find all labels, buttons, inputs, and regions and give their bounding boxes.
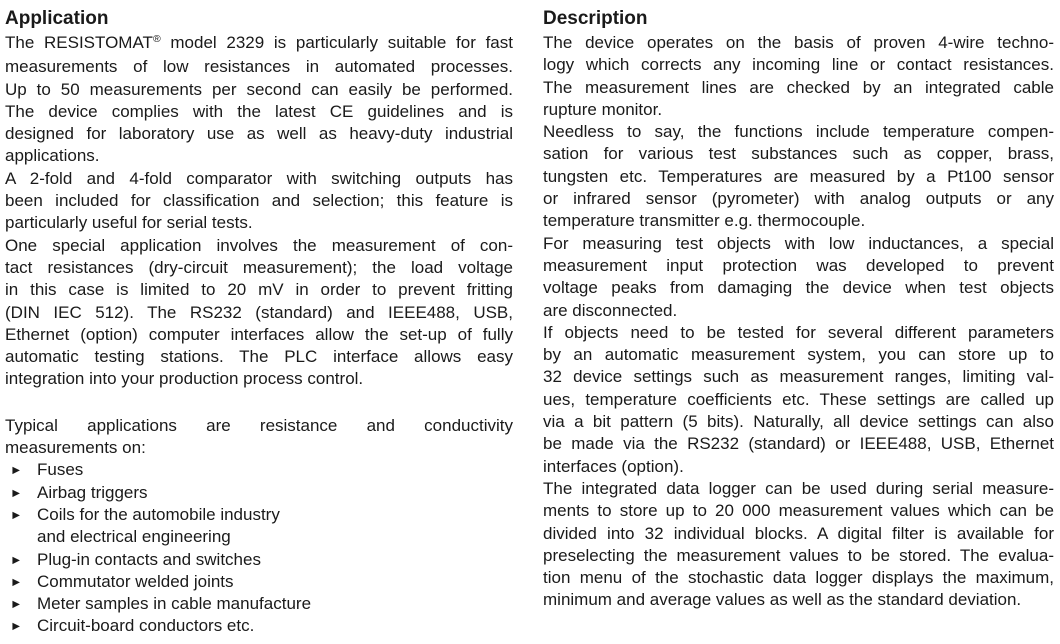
text-line: The integrated data logger can be used during serial measure- xyxy=(543,478,1054,498)
text-line: in this case is limited to 20 mV in order to prevent fritting xyxy=(5,280,513,300)
application-column xyxy=(5,6,513,638)
bullet-item-text: Commutator welded joints xyxy=(37,571,234,591)
text-line: sation for various test substances such as copper, brass, xyxy=(543,144,1054,164)
text-line: applications. xyxy=(5,146,100,166)
bullet-triangle-icon: ► xyxy=(10,552,23,567)
text-line: For measuring test objects with low inductances, a special xyxy=(543,233,1054,253)
bullet-list-item xyxy=(5,482,513,504)
text-line: integration into your production process control. xyxy=(5,369,364,389)
text-line: are disconnected. xyxy=(543,300,678,320)
text-line: by an automatic measurement system, you can store up to xyxy=(543,345,1054,365)
text-line: or infrared sensor (pyrometer) with analog outputs or any xyxy=(543,189,1054,209)
text-line: rupture monitor. xyxy=(543,99,663,119)
text-line: The RESISTOMAT® model 2329 is particularly suitable for fast xyxy=(5,33,513,52)
bullet-triangle-icon: ► xyxy=(10,574,23,589)
bullet-item-text: Fuses xyxy=(37,460,84,480)
text-line: interfaces (option). xyxy=(543,456,684,476)
bullet-triangle-icon: ► xyxy=(10,597,23,612)
text-line: Needless to say, the functions include temperature compen- xyxy=(543,122,1054,142)
text-line: One special application involves the measurement of con- xyxy=(5,235,513,255)
description-heading: Description xyxy=(543,8,648,29)
text-line: automatic testing stations. The PLC interface allows easy xyxy=(5,347,513,367)
bullet-triangle-icon: ► xyxy=(10,619,23,634)
text-line: be made via the RS232 (standard) or IEEE488, USB, Ethernet xyxy=(543,434,1054,454)
bullet-list-item xyxy=(5,549,513,571)
text-line: particularly useful for serial tests. xyxy=(5,213,253,233)
bullet-item-text: Coils for the automobile industry xyxy=(37,504,280,524)
text-line: measurements of low resistances in automated processes. xyxy=(5,57,513,77)
text-line: designed for laboratory use as well as heavy-duty industrial xyxy=(5,124,513,144)
column-gap xyxy=(513,6,543,638)
text-line: measurement input protection was developed to prevent xyxy=(543,255,1054,275)
text-line: divided into 32 individual blocks. A digital filter is available for xyxy=(543,523,1054,543)
text-line: The device operates on the basis of proven 4-wire techno- xyxy=(543,33,1054,52)
text-line: Typical applications are resistance and conductivity xyxy=(5,415,513,435)
text-line: via a bit pattern (5 bits). Naturally, all device settings can also xyxy=(543,412,1054,432)
paragraph-spacer xyxy=(5,391,513,415)
bullet-list-item xyxy=(5,504,513,526)
registered-trademark-mark: ® xyxy=(152,33,161,45)
text-line: If objects need to be tested for several different parameters xyxy=(543,322,1054,342)
text-line: tact resistances (dry-circuit measurement); the load voltage xyxy=(5,257,513,277)
bullet-list-item xyxy=(5,615,513,637)
column-body xyxy=(5,32,513,638)
text-line: ments to store up to 20 000 measurement values which can be xyxy=(543,501,1054,521)
column-body xyxy=(543,32,1054,612)
bullet-item-text: Airbag triggers xyxy=(37,482,148,502)
text-line: Up to 50 measurements per second can easily be performed. xyxy=(5,79,513,99)
bullet-item-text: and electrical engineering xyxy=(37,527,231,547)
text-line: tion menu of the stochastic data logger displays the maximum, xyxy=(543,568,1054,588)
bullet-indent xyxy=(5,526,37,548)
text-line: preselecting the measurement values to be stored. The evalua- xyxy=(543,545,1054,565)
text-line: minimum and average values as well as the standard deviation. xyxy=(543,590,1022,610)
text-line: been included for classification and selection; this feature is xyxy=(5,191,513,211)
text-line: measurements on: xyxy=(5,438,146,458)
text-line: voltage peaks from damaging the device when test objects xyxy=(543,278,1054,298)
bullet-list-item xyxy=(5,593,513,615)
bullet-triangle-icon: ► xyxy=(10,507,23,522)
bullet-triangle-icon: ► xyxy=(10,463,23,478)
text-line: The device complies with the latest CE guidelines and is xyxy=(5,101,513,121)
text-line: The measurement lines are checked by an integrated cable xyxy=(543,77,1054,97)
text-line: temperature transmitter e.g. thermocouple. xyxy=(543,211,866,231)
bullet-list-item xyxy=(5,571,513,593)
bullet-list-item xyxy=(5,459,513,481)
bullet-item-text: Plug-in contacts and switches xyxy=(37,549,261,569)
description-column xyxy=(543,6,1054,638)
text-line: A 2-fold and 4-fold comparator with switching outputs has xyxy=(5,168,513,188)
bullet-triangle-icon: ► xyxy=(10,485,23,500)
text-line: tungsten etc. Temperatures are measured by a Pt100 sensor xyxy=(543,166,1054,186)
bullet-list-item xyxy=(5,526,513,548)
text-line: Ethernet (option) computer interfaces allow the set-up of fully xyxy=(5,324,513,344)
bullet-item-text: Circuit-board conductors etc. xyxy=(37,616,255,636)
application-heading: Application xyxy=(5,8,109,29)
text-line: logy which corrects any incoming line or contact resistances. xyxy=(543,55,1054,75)
text-line: (DIN IEC 512). The RS232 (standard) and IEEE488, USB, xyxy=(5,302,513,322)
text-line: ues, temperature coefficients etc. These settings are called up xyxy=(543,389,1054,409)
text-line: 32 device settings such as measurement ranges, limiting val- xyxy=(543,367,1054,387)
bullet-item-text: Meter samples in cable manufacture xyxy=(37,594,312,614)
